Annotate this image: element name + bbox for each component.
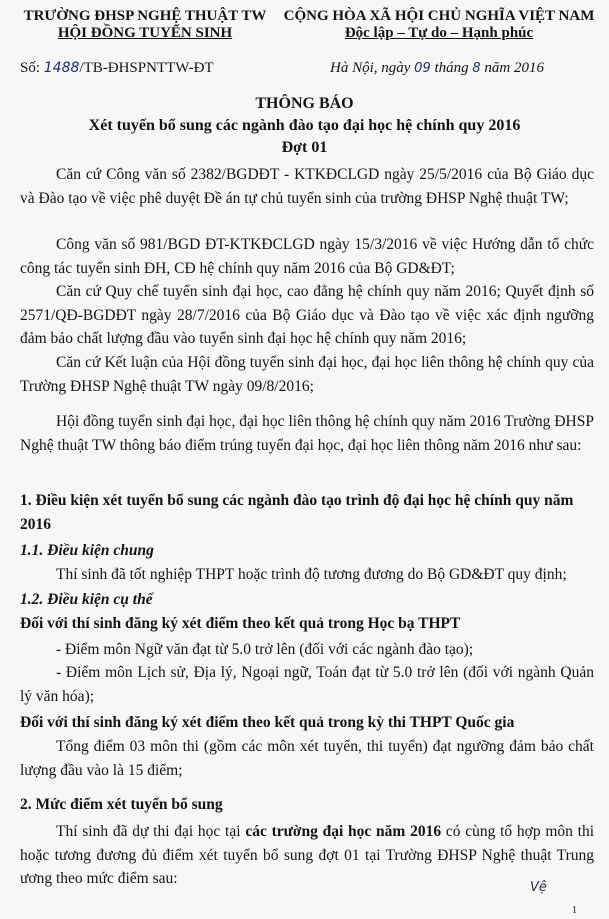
date-year: năm 2016 bbox=[484, 60, 545, 76]
date-prefix: Hà Nội, ngày bbox=[330, 60, 411, 76]
paragraph-announcement: Hội đồng tuyển sinh đại học, đại học liên thông hệ chính quy năm 2016 Trường ĐHSP Nghệ thuật TW thông báo điểm trúng tuyển đại học, đại học liên thông năm 2016 như sau: bbox=[20, 413, 594, 454]
section-2-text bbox=[20, 820, 594, 891]
section-1-1-heading: 1.1. Điều kiện chung bbox=[20, 542, 154, 559]
number-suffix: /TB-ĐHSPNTTW-ĐT bbox=[79, 60, 214, 76]
paragraph-basis-3: Căn cứ Quy chế tuyển sinh đại học, cao đẳng hệ chính quy năm 2016; Quyết định số 2571/QĐ-BGDĐT ngày 28/7/2016 của Bộ Giáo dục và Đào tạo về việc xác định ngưỡng đảm bảo chất lượng đầu vào tuyển sinh đại học hệ chính quy năm 2016; bbox=[20, 283, 594, 347]
transcript-criteria-heading: Đối với thí sinh đăng ký xét điểm theo kết quả trong Học bạ THPT bbox=[20, 615, 461, 632]
date-month: 8 bbox=[472, 61, 481, 76]
issuer-block bbox=[20, 8, 270, 42]
section-1-heading: 1. Điều kiện xét tuyển bổ sung các ngành đào tạo trình độ đại học hệ chính quy năm 2016 bbox=[20, 492, 574, 533]
number-handwritten: 1488 bbox=[43, 60, 80, 76]
national-exam-criteria-heading: Đối với thí sinh đăng ký xét điểm theo kết quả trong kỳ thi THPT Quốc gia bbox=[20, 714, 515, 731]
doc-subtitle: Xét tuyển bổ sung các ngành đào tạo đại học hệ chính quy 2016 bbox=[88, 117, 521, 134]
date-day: 09 bbox=[414, 61, 431, 76]
transcript-criterion-literature: - Điểm môn Ngữ văn đạt từ 5.0 trở lên (đối với các ngành đào tạo); bbox=[56, 641, 474, 658]
section-2-text-start: Thí sinh đã dự thi đại học tại bbox=[56, 823, 246, 840]
number-label: Số: bbox=[20, 60, 41, 76]
section-2-text-end: có cùng tổ hợp môn thi hoặc tương đương đủ điểm xét tuyển bổ sung đợt 01 tại Trường ĐHSP Nghệ thuật Trung ương theo mức điểm sau: bbox=[20, 823, 594, 887]
national-exam-threshold: Tổng điểm 03 môn thi (gồm các môn xét tuyển, thi tuyển) đạt ngưỡng đảm bảo chất lượng đầu vào là 15 điểm; bbox=[20, 738, 594, 779]
issue-date bbox=[330, 60, 544, 77]
section-1-1-text: Thí sinh đã tốt nghiệp THPT hoặc trình độ tương đương do Bộ GD&ĐT quy định; bbox=[56, 566, 567, 583]
nation-name: CỘNG HÒA XÃ HỘI CHỦ NGHĨA VIỆT NAM bbox=[283, 8, 595, 24]
issuer-school: TRƯỜNG ĐHSP NGHỆ THUẬT TW bbox=[23, 8, 267, 24]
section-2-heading: 2. Mức điểm xét tuyển bổ sung bbox=[20, 796, 223, 813]
document-number bbox=[20, 60, 214, 77]
handwritten-initials: Vệ bbox=[530, 880, 547, 895]
doc-round: Đợt 01 bbox=[281, 139, 328, 156]
doc-title: THÔNG BÁO bbox=[255, 95, 354, 112]
section-1-2-heading: 1.2. Điều kiện cụ thể bbox=[20, 591, 153, 608]
paragraph-basis-4: Căn cứ Kết luận của Hội đồng tuyển sinh đại học, đại học liên thông hệ chính quy của Trường ĐHSP Nghệ thuật TW ngày 09/8/2016; bbox=[20, 354, 594, 395]
page-number: 1 bbox=[572, 905, 577, 916]
national-motto: Độc lập – Tự do – Hạnh phúc bbox=[344, 25, 534, 41]
paragraph-basis-2: Công văn số 981/BGD ĐT-KTKĐCLGD ngày 15/3/2016 về việc Hướng dẫn tổ chức công tác tuyển sinh ĐH, CĐ hệ chính quy năm 2016 của Bộ GD&ĐT; bbox=[20, 236, 594, 277]
issuer-council: HỘI ĐỒNG TUYỂN SINH bbox=[57, 25, 233, 41]
section-2-text-emphasis: các trường đại học năm 2016 bbox=[245, 823, 442, 840]
date-month-label: tháng bbox=[434, 60, 469, 76]
national-header bbox=[274, 8, 604, 42]
paragraph-basis-1: Căn cứ Công văn số 2382/BGDĐT - KTKĐCLGD ngày 25/5/2016 của Bộ Giáo dục và Đào tạo về việc phê duyệt Đề án tự chủ tuyển sinh của trường ĐHSP Nghệ thuật TW; bbox=[20, 166, 594, 207]
transcript-criterion-culture-mgmt: - Điểm môn Lịch sử, Địa lý, Ngoại ngữ, Toán đạt từ 5.0 trở lên (đối với ngành Quản lý văn hóa); bbox=[20, 664, 594, 705]
